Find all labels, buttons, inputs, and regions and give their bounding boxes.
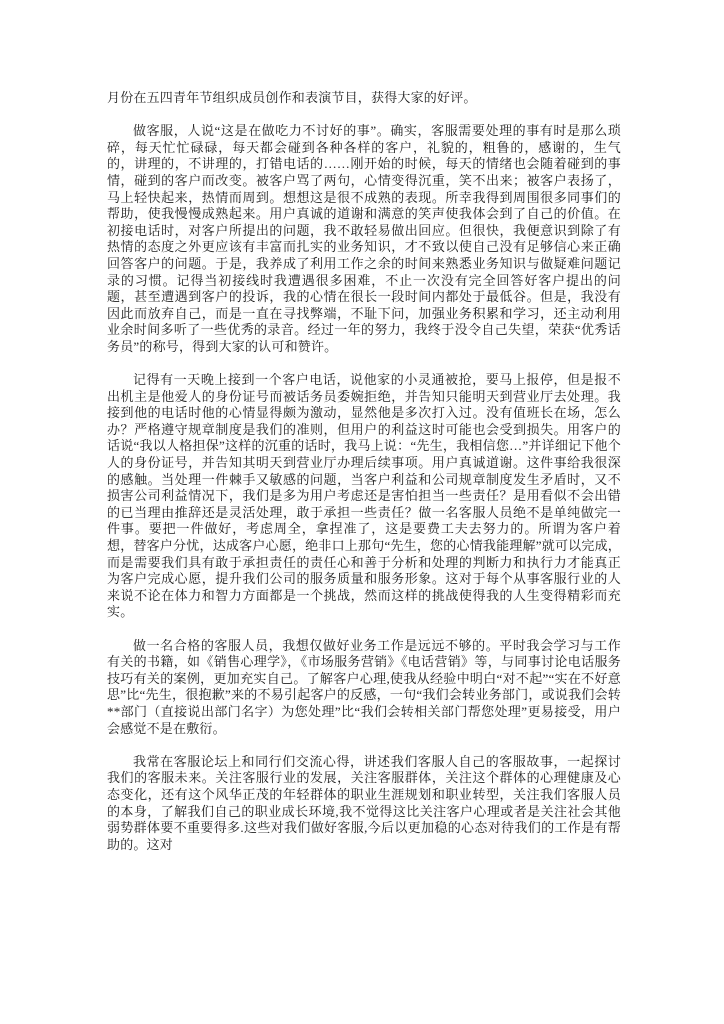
paragraph: 做一名合格的客服人员，我想仅做好业务工作是远远不够的。平时我会学习与工作有关的书籍，如《销售心理学》，《市场服务营销》《电话营销》等，与同事讨论电话服务技巧有关的案例，更加充实自己。了解客户心理,使我从经验中明白“对不起”“实在不好意思”比“先生，很抱歉”来的不易引起客户的反感，一句“我们会转业务部门，或说我们会转**部门（直接说出部门名字）为您处理”比“我们会转相关部门帮您处理”更易接受，用户会感觉不是在敷衍。: [107, 637, 621, 736]
paragraph: 做客服，人说“这是在做吃力不讨好的事”。确实，客服需要处理的事有时是那么琐碎，每天忙忙碌碌，每天都会碰到各种各样的客户，礼貌的，粗鲁的，感谢的，生气的，讲理的，不讲理的，打错电话的……刚开始的时候，每天的情绪也会随着碰到的事情，碰到的客户而改变。被客户骂了两句，心情变得沉重，笑不出来；被客户表扬了，马上轻快起来，热情而周到。想想这是很不成熟的表现。所幸我得到周围很多同事们的帮助，使我慢慢成熟起来。用户真诚的道谢和满意的笑声使我体会到了自己的价值。在初接电话时，对客户所提出的问题，我不敢轻易做出回应。但很快，我便意识到除了有热情的态度之外更应该有丰富而扎实的业务知识，才不致以使自己没有足够信心来正确回答客户的问题。于是，我养成了利用工作之余的时间来熟悉业务知识与做疑难问题记录的习惯。记得当初接线时我遭遇很多困难，不止一次没有完全回答好客户提出的问题，甚至遭遇到客户的投诉，我的心情在很长一段时间内都处于最低谷。但是，我没有因此而放弃自己，而是一直在寻找弊端，不耻下问，加强业务积累和学习，还主动利用业余时间多听了一些优秀的录音。经过一年的努力，我终于没令自己失望，荣获“优秀话务员”的称号，得到大家的认可和赞许。: [107, 123, 621, 354]
paragraph: 我常在客服论坛上和同行们交流心得，讲述我们客服人自己的客服故事，一起探讨我们的客服未来。关注客服行业的发展，关注客服群体，关注这个群体的心理健康及心态变化，还有这个风华正茂的年轻群体的职业生涯规划和职业转型，关注我们客服人员的本身，了解我们自己的职业成长环境,我不觉得这比关注客户心理或者是关注社会其他弱势群体要不重要得多.这些对我们做好客服,今后以更加稳的心态对待我们的工作是有帮助的。这对: [107, 753, 621, 852]
paragraph: 记得有一天晚上接到一个客户电话，说他家的小灵通被抢，要马上报停，但是报不出机主是他爱人的身份证号而被话务员委婉拒绝，并告知只能明天到营业厅去处理。我接到他的电话时他的心情显得颇为激动，显然他是多次打入过。没有值班长在场，怎么办？严格遵守规章制度是我们的准则，但用户的利益这时可能也会受到损失。用客户的话说“我以人格担保”这样的沉重的话时，我马上说：“先生，我相信您…”并详细记下他个人的身份证号，并告知其明天到营业厅办理后续事项。用户真诚道谢。这件事给我很深的感触。当处理一件棘手又敏感的问题，当客户利益和公司规章制度发生矛盾时，又不损害公司利益情况下，我们是多为用户考虑还是害怕担当一些责任？是用看似不会出错的已当理由推辞还是灵活处理，敢于承担一些责任？做一名客服人员绝不是单纯做完一件事。要把一件做好，考虑周全，拿捏准了，这是要费工夫去努力的。所谓为客户着想，替客户分忧，达成客户心愿，绝非口上那句“先生，您的心情我能理解”就可以完成，而是需要我们具有敢于承担责任的责任心和善于分析和处理的判断力和执行力才能真正为客户完成心愿，提升我们公司的服务质量和服务形象。这对于每个从事客服行业的人来说不论在体力和智力方面都是一个挑战，然而这样的挑战使得我的人生变得精彩而充实。: [107, 372, 621, 620]
paragraph: 月份在五四青年节组织成员创作和表演节目，获得大家的好评。: [107, 90, 477, 105]
